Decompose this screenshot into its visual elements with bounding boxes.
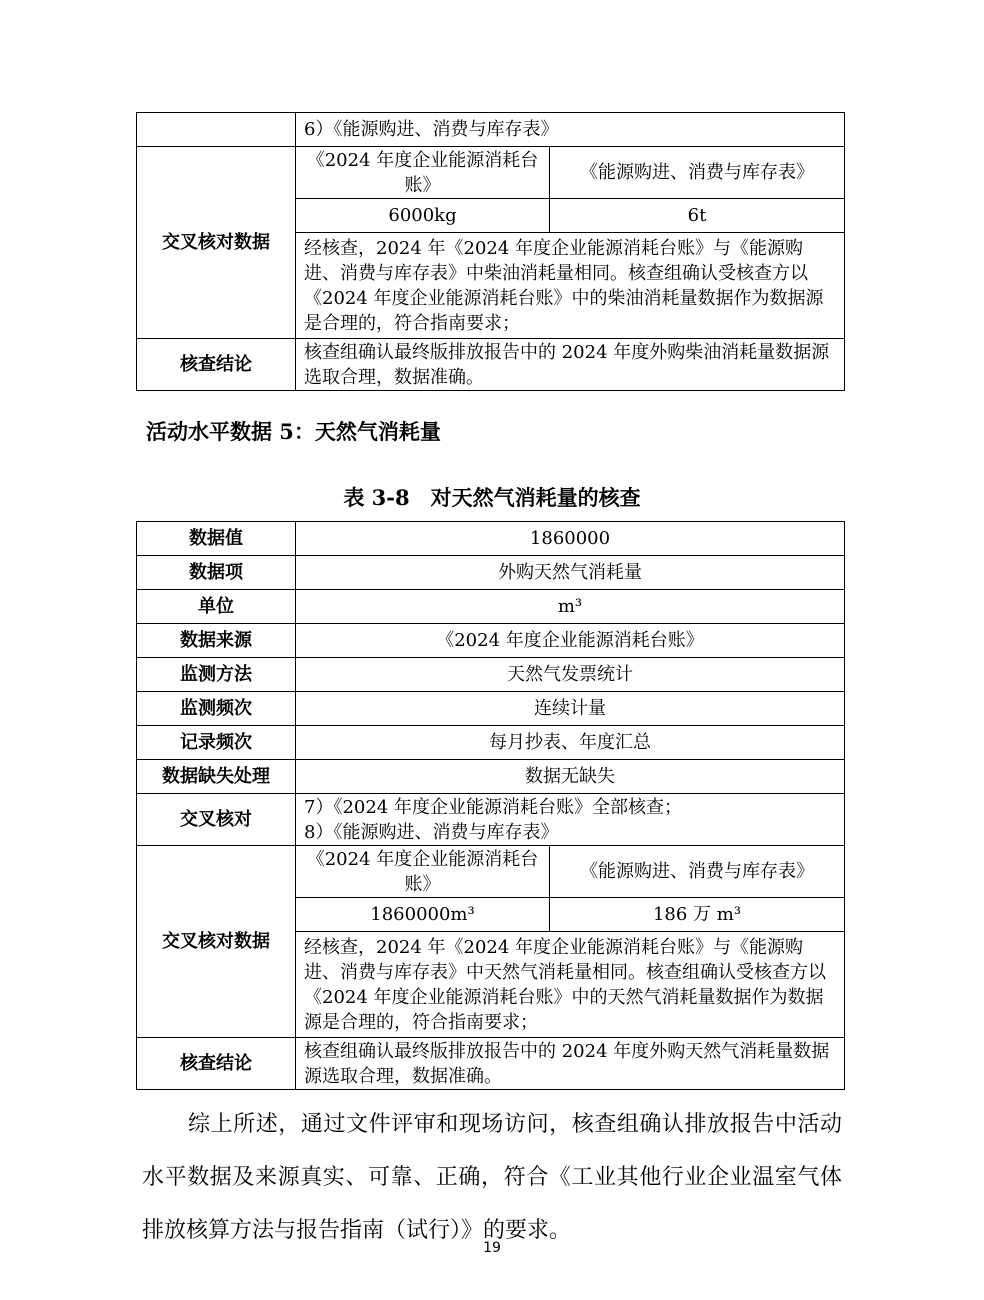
empty-label-cell (137, 113, 296, 147)
row-value: 《2024 年度企业能源消耗台账》 (296, 624, 845, 658)
cross-check-item: 6）《能源购进、消费与库存表》 (296, 113, 845, 147)
row-value: m³ (296, 590, 845, 624)
row-value: 天然气发票统计 (296, 658, 845, 692)
table-row (137, 726, 845, 760)
table-row (137, 624, 845, 658)
diesel-check-table-continued (136, 112, 845, 391)
row-label: 数据项 (137, 556, 296, 590)
source-b-value: 186 万 m³ (550, 898, 845, 932)
source-a-name: 《2024 年度企业能源消耗台账》 (296, 846, 550, 898)
row-value: 数据无缺失 (296, 760, 845, 794)
source-a-value: 6000kg (296, 199, 550, 233)
row-label: 记录频次 (137, 726, 296, 760)
table-row (137, 692, 845, 726)
row-label: 数据来源 (137, 624, 296, 658)
cross-check-line-1: 7）《2024 年度企业能源消耗台账》全部核查； (304, 796, 682, 818)
cross-check-line-2: 8）《能源购进、消费与库存表》 (304, 821, 559, 843)
conclusion-text: 核查组确认最终版排放报告中的 2024 年度外购柴油消耗量数据源选取合理，数据准确。 (296, 339, 845, 391)
row-value: 连续计量 (296, 692, 845, 726)
cross-check-label: 交叉核对 (137, 794, 296, 846)
row-label: 单位 (137, 590, 296, 624)
cross-data-label: 交叉核对数据 (137, 147, 296, 339)
source-a-value: 1860000m³ (296, 898, 550, 932)
cross-check-text: 经核查，2024 年《2024 年度企业能源消耗台账》与《能源购进、消费与库存表》中天然气消耗量相同。核查组确认受核查方以《2024 年度企业能源消耗台账》中的天然气消耗量数据作为数据源是合理的，符合指南要求； (296, 932, 845, 1038)
table-row (137, 590, 845, 624)
row-value: 外购天然气消耗量 (296, 556, 845, 590)
table-caption: 表 3-8 对天然气消耗量的核查 (343, 485, 641, 510)
cross-data-label: 交叉核对数据 (137, 846, 296, 1038)
row-label: 监测方法 (137, 658, 296, 692)
table-row (137, 522, 845, 556)
cross-check-text: 经核查，2024 年《2024 年度企业能源消耗台账》与《能源购进、消费与库存表》中柴油消耗量相同。核查组确认受核查方以《2024 年度企业能源消耗台账》中的柴油消耗量数据作为数据源是合理的，符合指南要求； (296, 233, 845, 339)
table-row (137, 760, 845, 794)
cross-check-items (296, 794, 845, 846)
source-b-value: 6t (550, 199, 845, 233)
conclusion-label: 核查结论 (137, 1038, 296, 1090)
conclusion-text: 核查组确认最终版排放报告中的 2024 年度外购天然气消耗量数据源选取合理，数据准确。 (296, 1038, 845, 1090)
row-value: 1860000 (296, 522, 845, 556)
conclusion-label: 核查结论 (137, 339, 296, 391)
row-label: 数据缺失处理 (137, 760, 296, 794)
table-row (137, 658, 845, 692)
row-label: 数据值 (137, 522, 296, 556)
summary-paragraph: 综上所述，通过文件评审和现场访问，核查组确认排放报告中活动水平数据及来源真实、可靠、正确，符合《工业其他行业企业温室气体排放核算方法与报告指南（试行）》的要求。 (142, 1112, 842, 1243)
page-number: 19 (483, 1240, 501, 1256)
row-value: 每月抄表、年度汇总 (296, 726, 845, 760)
table-row (137, 556, 845, 590)
source-b-name: 《能源购进、消费与库存表》 (550, 147, 845, 199)
section-heading: 活动水平数据 5：天然气消耗量 (146, 419, 441, 444)
natural-gas-check-table (136, 521, 845, 1090)
row-label: 监测频次 (137, 692, 296, 726)
source-b-name: 《能源购进、消费与库存表》 (550, 846, 845, 898)
source-a-name: 《2024 年度企业能源消耗台账》 (296, 147, 550, 199)
